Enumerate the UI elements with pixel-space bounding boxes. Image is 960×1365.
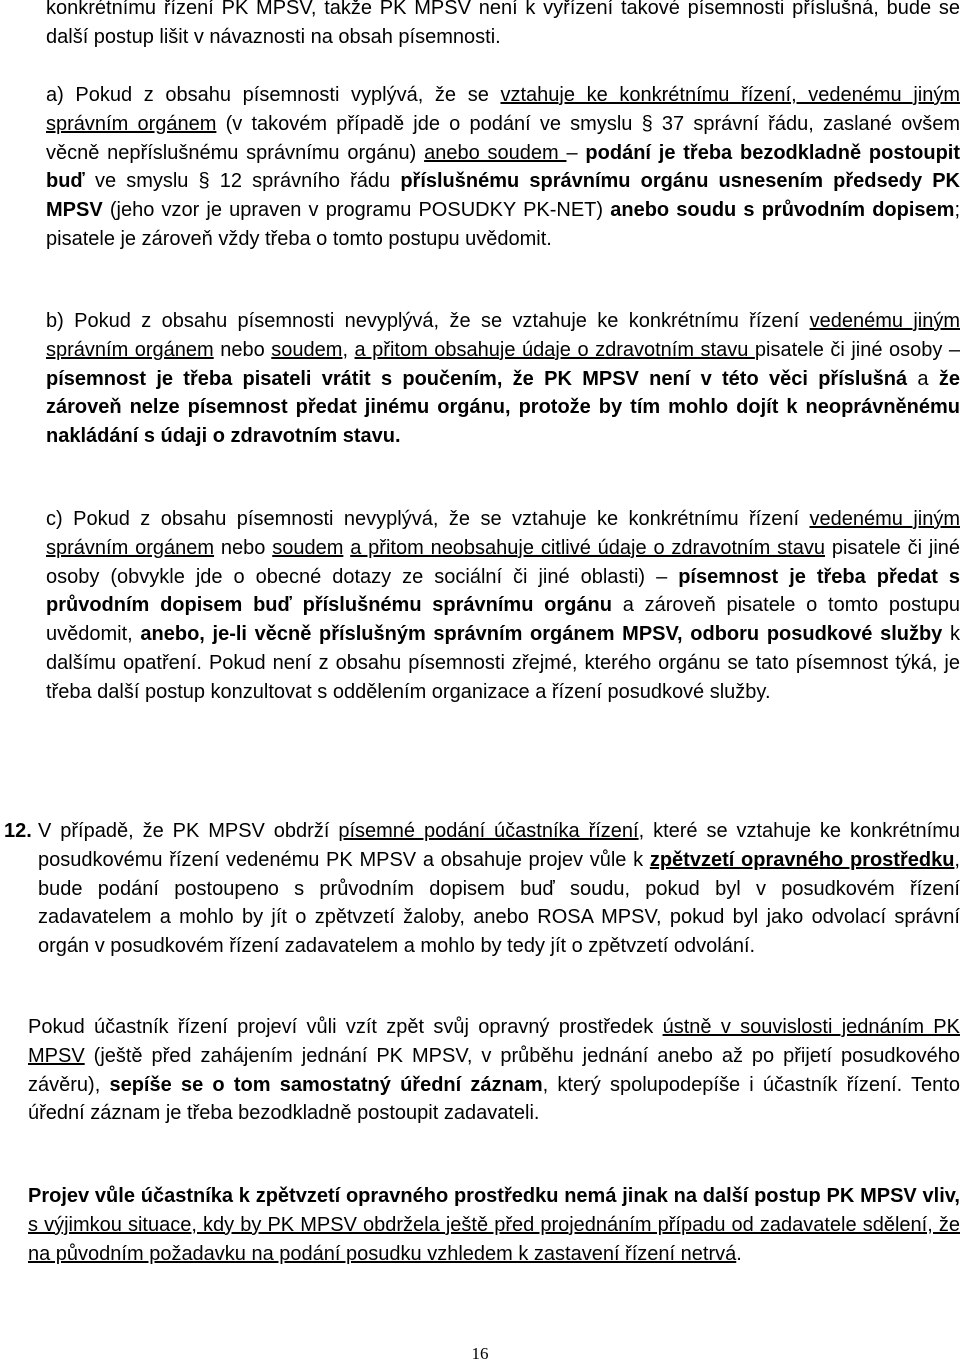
paragraph-12: [4, 817, 960, 961]
bold-run: anebo soudu s průvodním dopisem: [610, 199, 955, 222]
intro-text: konkrétnímu řízení PK MPSV, takže PK MPSV není k vyřízení takové písemnosti příslušná, bude se další postup lišit v návaznosti na obsah písemnosti.: [46, 0, 960, 48]
bold-run: že zároveň nelze písemnost předat jinému orgánu, protože by tím mohlo dojít k neoprávněnému nakládání s údaji o zdravotním stavu.: [46, 367, 960, 448]
text-run: , který spolupodepíše i účastník řízení. Tento úřední záznam je třeba bezodkladně postoupit zadavateli.: [28, 1073, 960, 1125]
underlined-run: a přitom neobsahuje citlivé údaje o zdravotním stavu: [350, 536, 825, 559]
text-run: c) Pokud z obsahu písemnosti nevyplývá, že se vztahuje ke konkrétnímu řízení: [46, 508, 810, 530]
underlined-run: vedenému jiným správním orgánem: [46, 508, 960, 559]
text-run: a zároveň pisatele o tomto postupu uvědomit,: [46, 594, 960, 646]
underlined-run: soudem: [272, 536, 344, 559]
text-run: ve smyslu § 12 správního řádu: [84, 170, 401, 193]
underlined-run: písemné podání účastníka řízení: [338, 820, 639, 842]
text-run: (jeho vzor je upraven v programu POSUDKY PK-NET): [102, 199, 611, 222]
bold-run: příslušnému správnímu orgánu usnesením předsedy PK MPSV: [46, 170, 960, 222]
paragraph-a: [46, 81, 960, 254]
text-run: , které se vztahuje ke konkrétnímu posudkovému řízení vedenému PK MPSV a obsahuje projev vůle k: [38, 820, 960, 871]
text-run: ; pisatele je zároveň vždy třeba o tomto postupu uvědomit.: [46, 199, 960, 250]
page-number: 16: [471, 1344, 489, 1363]
text-run: nebo: [213, 338, 272, 361]
text-run: .: [736, 1242, 742, 1265]
text-run: , bude podání postoupeno s průvodním dopisem buď soudu, pokud byl v posudkovém řízení zadavatelem a mohlo by jít o zpětvzetí žaloby, anebo ROSA MPSV, pokud byl jako odvolací správní orgán v posudkovém řízení zadavatelem a mohlo by tedy jít o zpětvzetí odvolání.: [38, 848, 960, 958]
paragraph-c: [46, 505, 960, 707]
bold-run: sepíše se o tom samostatný úřední záznam: [109, 1073, 543, 1096]
bold-run: podání je třeba bezodkladně postoupit buď: [46, 141, 960, 193]
bold-underlined-run: zpětvzetí opravného prostředku: [649, 848, 955, 871]
bold-run: Projev vůle účastníka k zpětvzetí opravného prostředku nemá jinak na další postup PK MPSV vliv,: [28, 1185, 960, 1207]
underlined-run: soudem: [271, 338, 343, 361]
text-run: pisatele či jiné osoby –: [754, 338, 960, 361]
text-run: pisatele či jiné osoby (obvykle jde o obecné dotazy ze sociální či jiné oblasti) –: [46, 536, 960, 588]
text-run: a: [907, 367, 939, 390]
underlined-run: vedenému jiným správním orgánem: [46, 310, 960, 361]
text-run: a) Pokud z obsahu písemnosti vyplývá, že se: [46, 84, 501, 106]
underlined-run: s výjimkou situace, kdy by PK MPSV obdržela ještě před projednáním případu od zadavatele sdělení, že na původním požadavku na podání posudku vzhledem k zastavení řízení netrvá: [28, 1213, 960, 1265]
bold-run: písemnost je třeba pisateli vrátit s poučením, že PK MPSV není v této věci příslušná: [46, 367, 908, 390]
text-run: Pokud účastník řízení projeví vůli vzít zpět svůj opravný prostředek: [28, 1016, 663, 1038]
text-run: b) Pokud z obsahu písemnosti nevyplývá, že se vztahuje ke konkrétnímu řízení: [46, 310, 810, 332]
text-run: V případě, že PK MPSV obdrží: [38, 820, 339, 842]
intro-paragraph: [46, 0, 960, 52]
underlined-run: anebo soudem: [424, 141, 567, 164]
text-run: nebo: [214, 536, 273, 559]
paragraph-oral-withdrawal: [28, 1013, 960, 1128]
text-run: –: [566, 141, 586, 164]
bold-run: anebo, je-li věcně příslušným správním orgánem MPSV, odboru posudkové služby: [140, 623, 943, 646]
paragraph-b: [46, 307, 960, 451]
text-run: ,: [342, 338, 355, 361]
text-run: (v takovém případě jde o podání ve smyslu § 37 správní řádu, zaslané ovšem věcně nepříslušnému správnímu orgánu): [46, 112, 960, 164]
underlined-run: a přitom obsahuje údaje o zdravotním stavu: [354, 338, 755, 361]
underlined-run: ústně v souvislosti jednáním PK MPSV: [28, 1016, 960, 1067]
bold-run: písemnost je třeba předat s průvodním dopisem buď příslušnému správnímu orgánu: [46, 565, 960, 617]
paragraph-withdrawal-effect: [28, 1182, 960, 1268]
paragraph-number: 12.: [4, 820, 32, 842]
underlined-run: vztahuje ke konkrétnímu řízení, vedenému jiným správním orgánem: [46, 84, 960, 135]
text-run: (ještě před zahájením jednání PK MPSV, v průběhu jednání anebo až po přijetí posudkového závěru),: [28, 1044, 960, 1096]
text-run: k dalšímu opatření. Pokud není z obsahu písemnosti zřejmé, kterého orgánu se tato písemnost týká, je třeba další postup konzultovat s oddělením organizace a řízení posudkové služby.: [46, 623, 960, 703]
